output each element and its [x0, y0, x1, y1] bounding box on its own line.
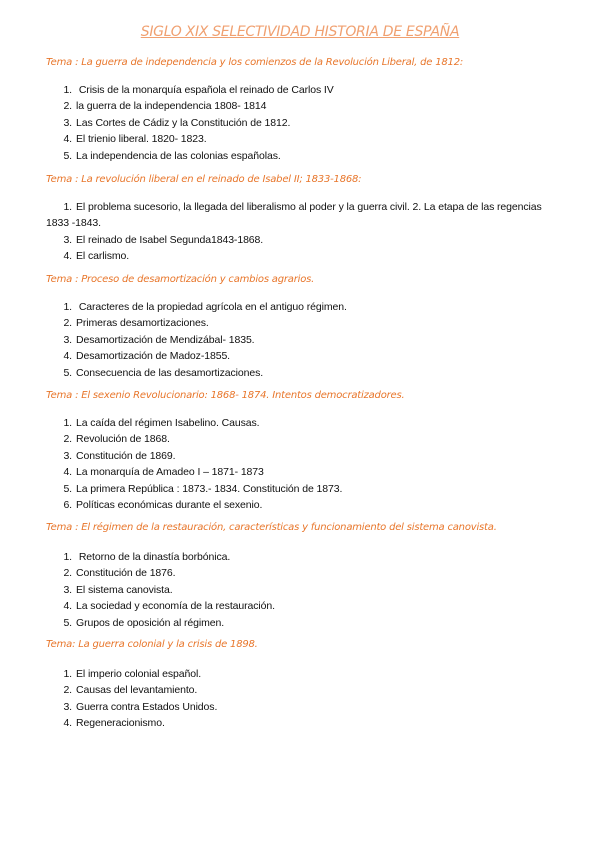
section-5: [46, 521, 566, 631]
section-heading: Tema : Proceso de desamortización y cambios agrarios.: [46, 274, 315, 285]
item-list: [46, 82, 566, 164]
list-item: 1. El imperio colonial español.: [63, 668, 202, 680]
section-1: [46, 56, 566, 164]
item-list: [46, 549, 566, 631]
list-item: 2. Revolución de 1868.: [63, 433, 170, 446]
section-6: [46, 638, 566, 732]
section-2: [46, 173, 566, 265]
list-item: 6. Políticas económicas durante el sexenio.: [63, 499, 263, 512]
list-item: 1. Caracteres de la propiedad agrícola en el antiguo régimen.: [63, 301, 347, 313]
section-4: [46, 389, 566, 513]
document-title: SIGLO XIX SELECTIVIDAD HISTORIA DE ESPAÑA: [140, 24, 460, 40]
list-item: 5. La independencia de las colonias españolas.: [63, 149, 281, 162]
section-heading: Tema : El sexenio Revolucionario: 1868- 1874. Intentos democratizadores.: [46, 390, 405, 401]
list-item: 2. Causas del levantamiento.: [63, 684, 198, 697]
item-list: [46, 199, 566, 265]
section-heading: Tema : La guerra de independencia y los comienzos de la Revolución Liberal, de 1812:: [46, 57, 464, 68]
list-item: 3. Constitución de 1869.: [63, 449, 176, 462]
list-item: 3. El sistema canovista.: [63, 583, 173, 596]
list-item: 3. Desamortización de Mendizábal- 1835.: [63, 333, 255, 346]
list-item: 5. Consecuencia de las desamortizaciones.: [63, 366, 264, 379]
section-heading: Tema: La guerra colonial y la crisis de 1898.: [46, 639, 258, 650]
list-item: 4. Desamortización de Madoz-1855.: [63, 350, 230, 363]
list-item: 4. Regeneracionismo.: [63, 717, 165, 730]
item-list: [46, 415, 566, 513]
list-item: 1. El problema sucesorio, la llegada del liberalismo al poder y la guerra civil. 2. La etapa de las regencias 1833 -1843.: [46, 201, 542, 230]
list-item: 4. El trienio liberal. 1820- 1823.: [63, 133, 207, 146]
list-item: 3. Guerra contra Estados Unidos.: [63, 700, 218, 713]
section-heading: Tema : El régimen de la restauración, características y funcionamiento del sistema canovista.: [46, 522, 497, 533]
section-heading: Tema : La revolución liberal en el reinado de Isabel II; 1833-1868:: [46, 174, 362, 185]
list-item: 5. La primera República : 1873.- 1834. Constitución de 1873.: [63, 482, 343, 495]
list-item: 4. La monarquía de Amadeo I – 1871- 1873: [63, 466, 264, 479]
list-item: 1. Retorno de la dinastía borbónica.: [63, 551, 231, 563]
list-item: 4. El carlismo.: [63, 250, 130, 263]
list-item: 3. Las Cortes de Cádiz y la Constitución de 1812.: [63, 116, 291, 129]
item-list: [46, 666, 566, 732]
item-list: [46, 299, 566, 381]
list-item: 3. El reinado de Isabel Segunda1843-1868.: [63, 233, 264, 246]
list-item: 1. Crisis de la monarquía española el reinado de Carlos IV: [63, 84, 334, 96]
list-item: 2. Primeras desamortizaciones.: [63, 317, 209, 330]
section-3: [46, 273, 566, 381]
list-item: 2. la guerra de la independencia 1808- 1814: [63, 100, 267, 113]
list-item: 1. La caída del régimen Isabelino. Causas.: [63, 417, 260, 429]
list-item: 2. Constitución de 1876.: [63, 567, 176, 580]
list-item: 5. Grupos de oposición al régimen.: [63, 616, 225, 629]
list-item: 4. La sociedad y economía de la restauración.: [63, 600, 275, 613]
